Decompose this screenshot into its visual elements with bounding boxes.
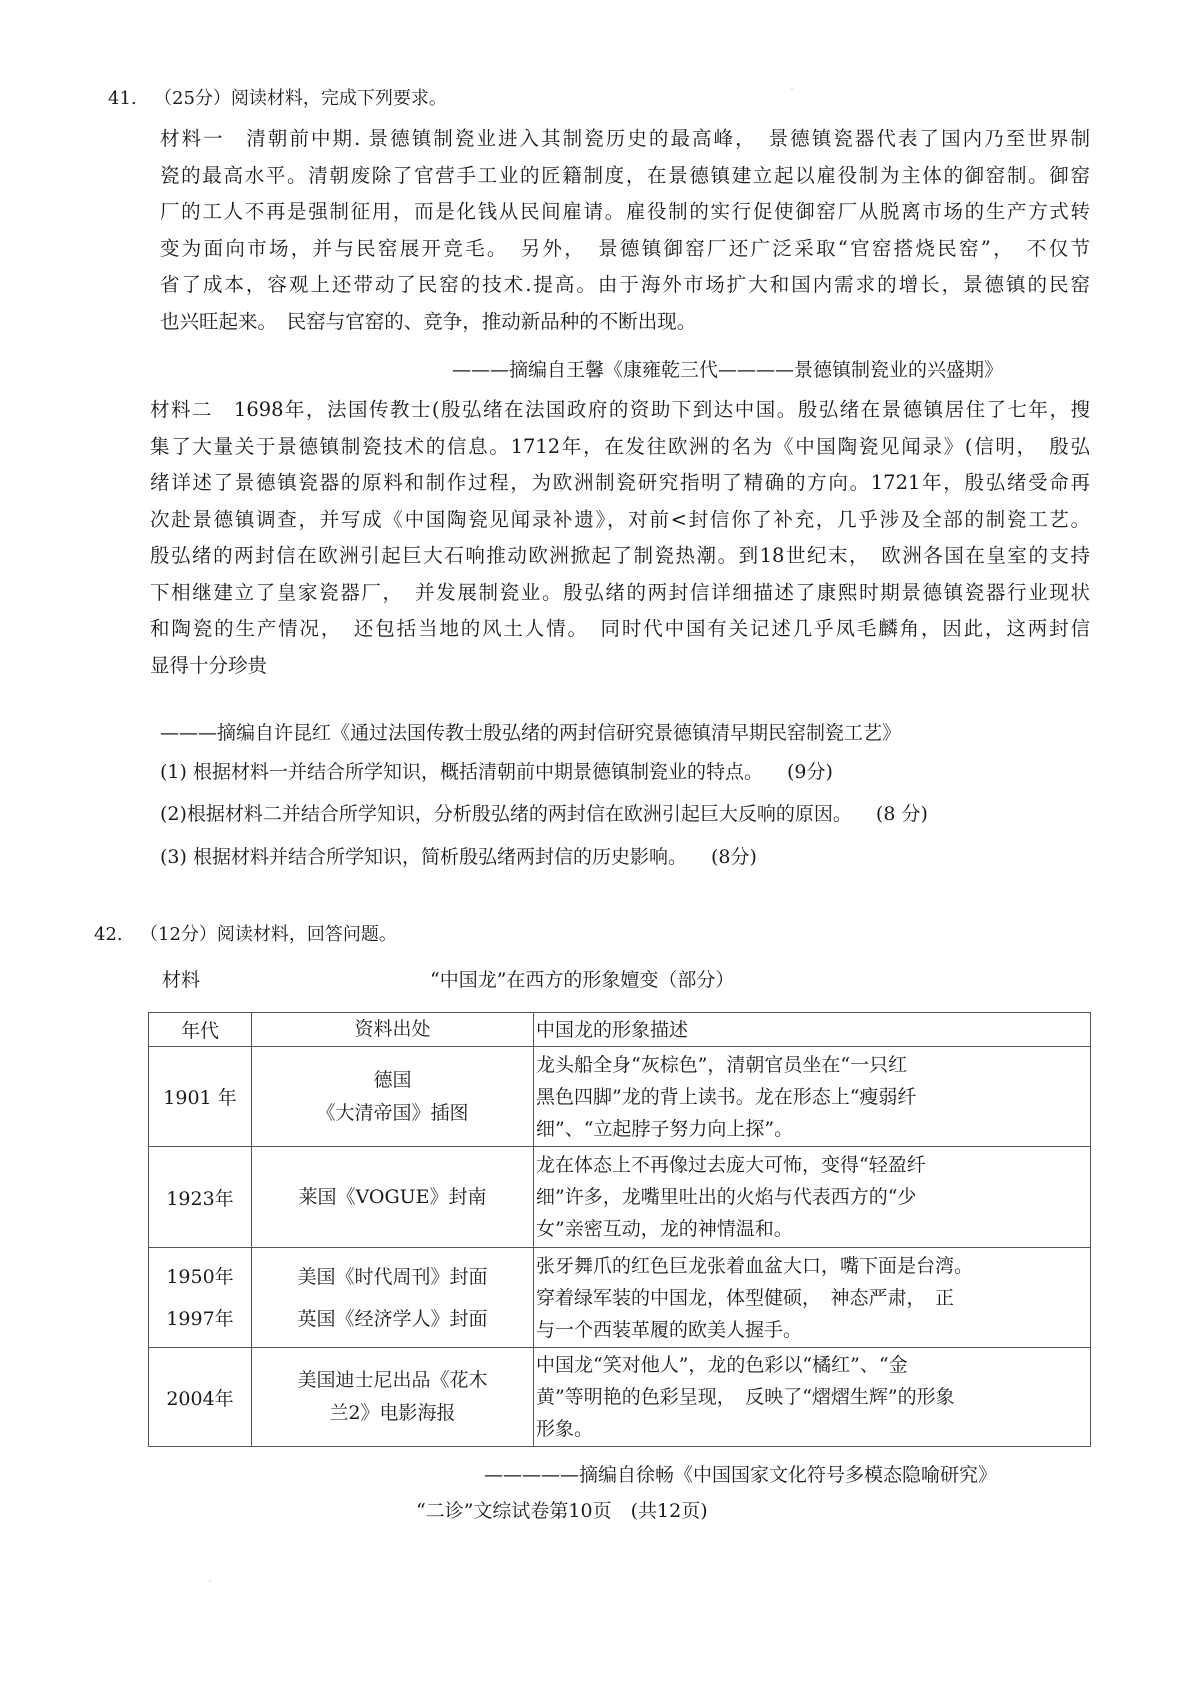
table-row [149, 1047, 1091, 1147]
desc-line: 龙在体态上不再像过去庞大可怖，变得“轻盈纤 [536, 1154, 926, 1176]
source-text: 德国 [373, 1068, 412, 1091]
year-text: 2004年 [166, 1387, 234, 1410]
q42-number: 42. [94, 924, 123, 945]
q42-table-title: “中国龙”在西方的形象嬗变（部分） [430, 969, 735, 991]
table-header-row [149, 1013, 1091, 1047]
q41-material-2-source: ———摘编自许昆红《通过法国传教士殷弘绪的两封信研究景德镇清早期民窑制瓷工艺》 [160, 722, 902, 744]
scan-speck: ˙ [208, 1580, 212, 1589]
subquestion-score: (9分) [786, 761, 833, 783]
table-row [149, 1348, 1091, 1447]
m2-line: 殷弘绪的两封信在欧洲引起巨大石响推动欧洲掀起了制瓷热潮。到18世纪末， 欧洲各国在皇室的支持 [150, 544, 1090, 567]
page-footer: “二诊”文综试卷第10页 (共12页) [416, 1500, 708, 1522]
q41-material-1 [160, 121, 1090, 340]
source-text: 美国迪士尼出品《花木 [297, 1369, 488, 1391]
subquestion-text: (1) 根据材料一并结合所学知识，概括清朝前中期景德镇制瓷业的特点。 [160, 761, 763, 783]
cell-source [252, 1147, 534, 1248]
cell-source [252, 1248, 534, 1348]
m1-line: 瓷的最高水平。清朝废除了官营手工业的匠籍制度，在景德镇建立起以雇役制为主体的御窑制。御窑 [160, 163, 1090, 187]
cell-description [534, 1348, 1091, 1447]
q41-number: 41. [108, 88, 137, 109]
q41-material-1-source: ———摘编自王馨《康雍乾三代————景德镇制瓷业的兴盛期》 [452, 359, 1004, 381]
cell-year [149, 1248, 252, 1348]
desc-line: 龙头船全身“灰棕色”，清朝官员坐在“一只红 [536, 1053, 908, 1076]
q41-subquestion-2 [160, 799, 928, 826]
column-header-era: 年代 [149, 1013, 252, 1047]
cell-description [534, 1248, 1091, 1348]
desc-line: 中国龙“笑对他人”，龙的色彩以“橘红”、“金 [536, 1354, 908, 1376]
year-text: 1923年 [166, 1187, 234, 1210]
dragon-image-table [148, 1012, 1091, 1447]
desc-line: 女”亲密互动，龙的神情温和。 [536, 1218, 793, 1240]
m2-line: 次赴景德镇调查，并写成《中国陶瓷见闻录补遗》，对前<封信你了补充，几乎涉及全部的制瓷工艺。 [150, 507, 1090, 531]
desc-line: 与一个西装革履的欧美人握手。 [536, 1318, 803, 1341]
source-text: 兰2》电影海报 [329, 1402, 456, 1424]
m2-line: 显得十分珍贵 [150, 653, 268, 677]
cell-year [149, 1147, 252, 1248]
source-text: 《大清帝国》插图 [316, 1101, 469, 1124]
q41-material-2 [150, 392, 1090, 684]
column-header-source: 资料出处 [252, 1013, 534, 1047]
m1-line: 厂的工人不再是强制征用，而是化钱从民间雇请。雇役制的实行促使御窑厂从脱离市场的生产方式转 [160, 200, 1090, 223]
source-text: 美国《时代周刊》封面 [297, 1265, 488, 1288]
desc-line: 穿着绿军装的中国龙，体型健硕， 神态严肃， 正 [536, 1286, 955, 1309]
q41-instruction: （25分）阅读材料，完成下列要求。 [154, 88, 447, 109]
source-text: 莱国《VOGUE》封南 [298, 1185, 487, 1208]
column-header-description: 中国龙的形象描述 [534, 1013, 1091, 1047]
subquestion-text: (3) 根据材料并结合所学知识，简析殷弘绪两封信的历史影响。 [160, 846, 687, 868]
q41-subquestion-1 [160, 757, 833, 784]
m2-line: 和陶瓷的生产情况， 还包括当地的风土人情。 同时代中国有关记述几乎凤毛麟角，因此，这两封信 [150, 617, 1090, 640]
desc-line: 细”许多，龙嘴里吐出的火焰与代表西方的“少 [536, 1186, 917, 1208]
q42-instruction: （12分）阅读材料，回答问题。 [140, 924, 397, 945]
desc-line: 黑色四脚”龙的背上读书。龙在形态上“瘦弱纤 [536, 1085, 917, 1108]
table-row [149, 1147, 1091, 1248]
cell-year [149, 1348, 252, 1447]
year-text: 1997年 [166, 1307, 234, 1330]
cell-description [534, 1047, 1091, 1147]
m1-line: 变为面向市场，并与民窑展开竞毛。 另外， 景德镇御窑厂还广泛采取“官窑搭烧民窑”， 不仅节 [160, 236, 1090, 260]
scan-speck: ˙ [790, 88, 794, 97]
desc-line: 细”、“立起脖子努力向上探”。 [536, 1117, 794, 1140]
desc-line: 黄”等明艳的色彩呈现， 反映了“熠熠生辉”的形象 [536, 1386, 955, 1408]
source-text: 英国《经济学人》封面 [297, 1307, 488, 1330]
m2-line: 材料二 1698年，法国传教士(殷弘绪在法国政府的资助下到达中国。殷弘绪在景德镇居住了七年，搜 [150, 398, 1090, 421]
cell-source [252, 1047, 534, 1147]
cell-year [149, 1047, 252, 1147]
m2-line: 下相继建立了皇家瓷器厂， 并发展制瓷业。殷弘绪的两封信详细描述了康熙时期景德镇瓷器行业现状 [150, 580, 1090, 604]
desc-line: 张牙舞爪的红色巨龙张着血盆大口，嘴下面是台湾。 [536, 1254, 974, 1277]
q41-subquestion-3 [160, 842, 757, 869]
year-text: 1950年 [166, 1265, 234, 1288]
q41-header [108, 84, 447, 110]
cell-source [252, 1348, 534, 1447]
q42-material-label: 材料 [162, 969, 201, 991]
m1-line: 材料一 清朝前中期. 景德镇制瓷业进入其制瓷历史的最高峰， 景德镇瓷器代表了国内乃至世界制 [160, 127, 1090, 150]
q42-source: —————摘编自徐畅《中国国家文化符号多模态隐喻研究》 [484, 1464, 998, 1486]
subquestion-score: (8分) [710, 846, 757, 868]
m2-line: 绪详述了景德镇瓷器的原料和制作过程，为欧洲制瓷研究指明了精确的方向。1721年，殷弘绪受命再 [150, 471, 1090, 494]
q42-header [94, 920, 397, 946]
cell-description [534, 1147, 1091, 1248]
subquestion-score: (8 分) [875, 803, 928, 825]
table-row [149, 1248, 1091, 1348]
year-text: 1901 年 [163, 1087, 237, 1109]
subquestion-text: (2)根据材料二并结合所学知识，分析殷弘绪的两封信在欧洲引起巨大反响的原因。 [160, 803, 852, 825]
m1-line: 省了成本，容观上还带动了民窑的技术.提高。由于海外市场扩大和国内需求的增长，景德镇的民窑 [160, 273, 1090, 296]
desc-line: 形象。 [536, 1418, 594, 1440]
m2-line: 集了大量关于景德镇制瓷技术的信息。1712年，在发往欧洲的名为《中国陶瓷见闻录》(信明， 殷弘 [150, 434, 1090, 458]
m1-line: 也兴旺起来。 民窑与官窑的、竞争，推动新品种的不断出现。 [160, 309, 697, 333]
